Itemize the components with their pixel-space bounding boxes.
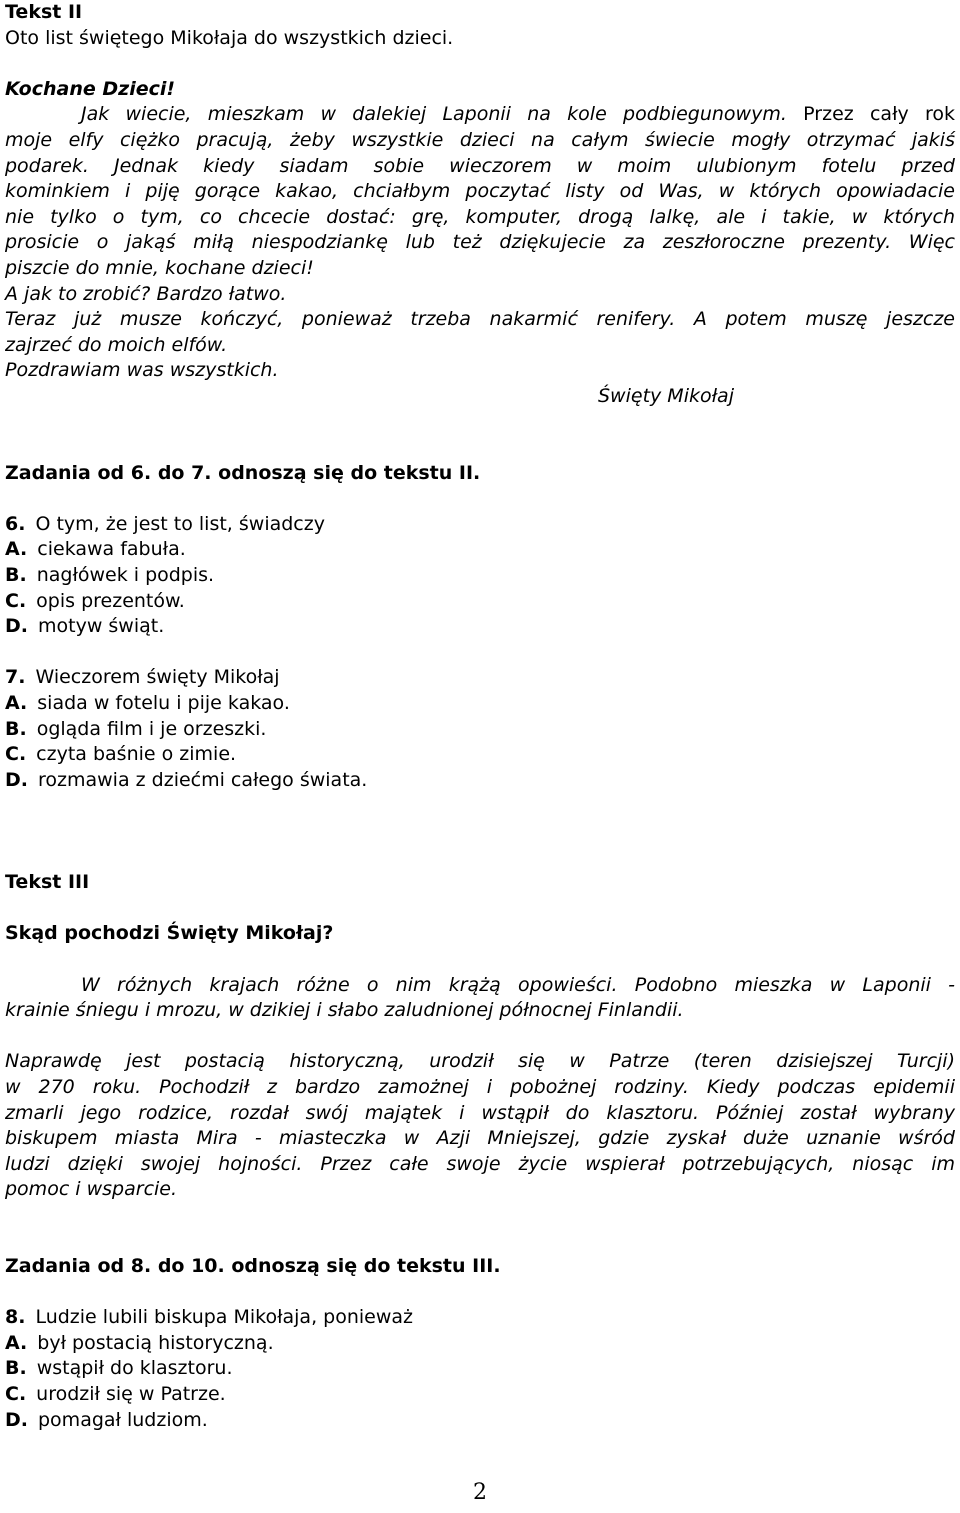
paragraph-line: W różnych krajach różne o nim krążą opowieści. Podobno mieszka w Laponii - xyxy=(81,973,955,996)
text3-title: Skąd pochodzi Święty Mikołaj? xyxy=(5,922,334,945)
paragraph-line: biskupem miasta Mira - miasteczka w Azji Mniejszej, gdzie zyskał duże uznanie wśród xyxy=(5,1127,955,1150)
section-heading-text3: Tekst III xyxy=(5,871,90,894)
letter-line: Jak wiecie, mieszkam w dalekiej Laponii na kole podbiegunowym. Przez cały rok xyxy=(81,103,955,126)
question-8 xyxy=(5,1305,955,1433)
answer-option-a[interactable]: A. był postacią historyczną. xyxy=(5,1331,274,1354)
text2-intro: Oto list świętego Mikołaja do wszystkich dzieci. xyxy=(5,26,454,49)
paragraph-line: ludzi dzięki swojej hojności. Przez całe swoje życie wspierał potrzebujących, niosąc im xyxy=(5,1152,955,1175)
tasks-heading-6-7: Zadania od 6. do 7. odnoszą się do tekstu II. xyxy=(5,461,481,484)
text3-paragraph-1 xyxy=(5,973,955,1024)
question-stem: 7. Wieczorem święty Mikołaj xyxy=(5,666,280,689)
letter-line: zajrzeć do moich elfów. xyxy=(5,333,228,356)
spacer xyxy=(5,51,955,77)
paragraph-line: krainie śniegu i mrozu, w dzikiej i słabo zaludnionej północnej Finlandii. xyxy=(5,999,684,1022)
question-stem: 8. Ludzie lubili biskupa Mikołaja, ponieważ xyxy=(5,1306,414,1329)
letter-line: piszcie do mnie, kochane dzieci! xyxy=(5,256,314,279)
paragraph-line: Naprawdę jest postacią historyczną, urodził się w Patrze (teren dzisiejszej Turcji) xyxy=(5,1050,955,1073)
question-stem: 6. O tym, że jest to list, świadczy xyxy=(5,512,325,535)
paragraph-line: zmarli jego rodzice, rozdał swój majątek i wstąpił do klasztoru. Później został wybrany xyxy=(5,1101,955,1124)
answer-option-b[interactable]: B. ogląda film i je orzeszki. xyxy=(5,717,267,740)
letter-line: prosicie o jakąś miłą niespodziankę lub też dziękujecie za zeszłoroczne prezenty. Więc xyxy=(5,231,955,254)
question-6 xyxy=(5,512,955,640)
question-7 xyxy=(5,665,955,793)
letter-signature: Święty Mikołaj xyxy=(598,384,734,407)
document-page xyxy=(5,0,955,1433)
answer-option-b[interactable]: B. wstąpił do klasztoru. xyxy=(5,1357,233,1380)
letter-line: A jak to zrobić? Bardzo łatwo. xyxy=(5,282,287,305)
answer-option-c[interactable]: C. urodził się w Patrze. xyxy=(5,1383,226,1406)
letter-line: podarek. Jednak kiedy siadam sobie wieczorem w moim ulubionym fotelu przed xyxy=(5,154,955,177)
paragraph-line: w 270 roku. Pochodził z bardzo zamożnej i pobożnej rodziny. Kiedy podczas epidemii xyxy=(5,1075,955,1098)
letter-line: moje elfy ciężko pracują, żeby wszystkie dzieci na całym świecie mogły otrzymać jakiś xyxy=(5,128,955,151)
letter-line: Teraz już musze kończyć, ponieważ trzeba nakarmić renifery. A potem muszę jeszcze xyxy=(5,308,955,331)
page-number: 2 xyxy=(473,1480,487,1505)
answer-option-c[interactable]: C. opis prezentów. xyxy=(5,589,185,612)
paragraph-line: pomoc i wsparcie. xyxy=(5,1178,178,1201)
answer-option-d[interactable]: D. pomagał ludziom. xyxy=(5,1408,208,1431)
answer-option-d[interactable]: D. rozmawia z dziećmi całego świata. xyxy=(5,768,368,791)
answer-option-c[interactable]: C. czyta baśnie o zimie. xyxy=(5,743,237,766)
answer-option-a[interactable]: A. ciekawa fabuła. xyxy=(5,538,186,561)
tasks-heading-8-10: Zadania od 8. do 10. odnoszą się do tekstu III. xyxy=(5,1255,501,1278)
answer-option-d[interactable]: D. motyw świąt. xyxy=(5,615,165,638)
letter-body xyxy=(5,102,955,384)
section-heading-text2: Tekst II xyxy=(5,1,83,23)
letter-line: kominkiem i piję gorące kakao, chciałbym poczytać listy od Was, w których opowiadacie xyxy=(5,180,955,203)
answer-option-a[interactable]: A. siada w fotelu i pije kakao. xyxy=(5,692,290,715)
letter-line: Pozdrawiam was wszystkich. xyxy=(5,359,279,382)
letter-line: nie tylko o tym, co chcecie dostać: grę, komputer, drogą lalkę, ale i takie, w których xyxy=(5,205,955,228)
letter-salutation: Kochane Dzieci! xyxy=(5,77,176,100)
text3-paragraph-2 xyxy=(5,1049,955,1203)
answer-option-b[interactable]: B. nagłówek i podpis. xyxy=(5,564,215,587)
